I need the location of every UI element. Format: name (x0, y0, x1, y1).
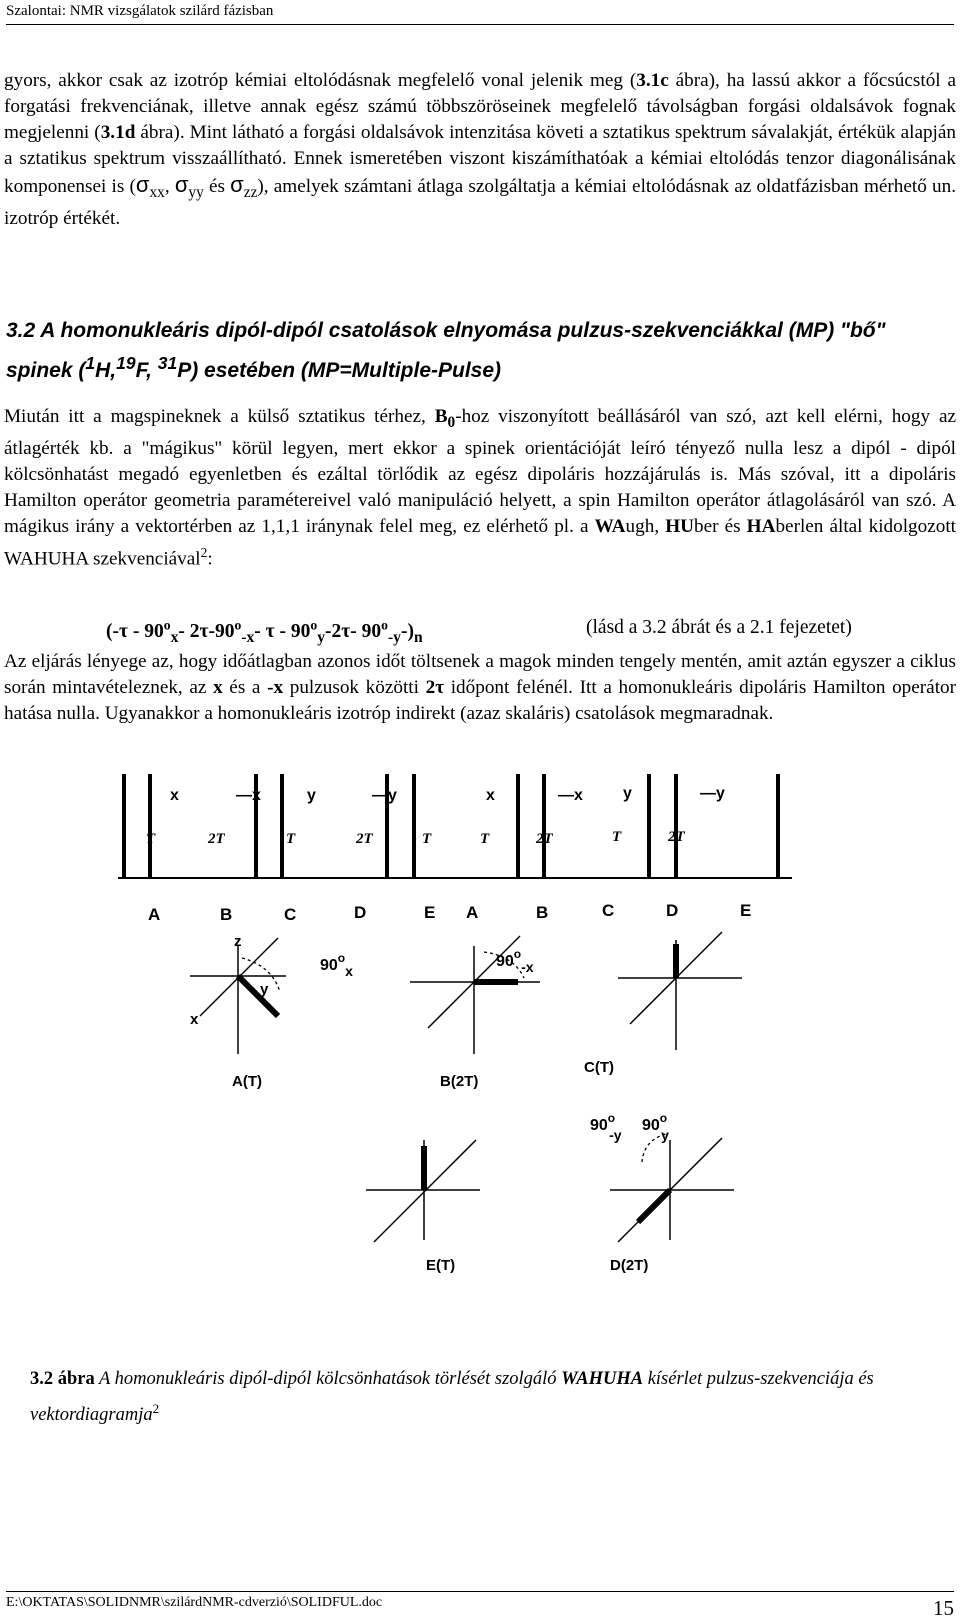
p2-wa: WA (594, 515, 626, 537)
sigma-zz: σ (230, 172, 244, 197)
pulse-label: —y (700, 785, 725, 802)
p3-x: x (213, 677, 223, 698)
delay-label: T (480, 831, 490, 847)
p1-text-c: ábra), ha lassú akkor a főcsúcstól a forgatási frekvenciának, illetve annak egész számú többszöröseinek megfelelő távolságban forgási oldalsávok fognak megjelenni ( (4, 70, 957, 143)
ref-3-1c: 3.1c (636, 70, 669, 91)
formula-o3: o (310, 617, 318, 632)
sigma-xx: σ (135, 172, 150, 197)
formula-x2: -x (241, 628, 255, 646)
delay-label: T (422, 831, 432, 847)
delay-label: T (286, 831, 296, 847)
axis-z-label: z (234, 933, 242, 950)
formula-o1: o (163, 617, 171, 632)
rotation-label-y: 90$^o$ y (642, 1111, 669, 1143)
sigma-zz-sub: zz (243, 183, 258, 201)
header-title: Szalontai: NMR vizsgálatok szilárd fázisban (6, 3, 274, 19)
p2-end: : (207, 548, 213, 570)
footer-rule (6, 1591, 954, 1592)
formula-o2: o (234, 617, 242, 632)
point-label: D (354, 903, 367, 922)
formula-y1: y (317, 628, 326, 646)
delay-label: T (612, 829, 622, 845)
formula-p2: - 2τ-90 (178, 620, 235, 642)
p1-comma: , (164, 176, 175, 197)
point-label: A (148, 905, 161, 924)
sigma-xx-sub: xx (149, 183, 165, 201)
heading-text-a: 3.2 A homonukleáris dipól-dipól csatolások elnyomása pulzus-szekvenciákkal (MP) "bő" spinek ( (6, 319, 886, 382)
delay-label: 2T (356, 831, 373, 847)
p2-footnote-2: 2 (200, 544, 208, 560)
delay-label: 2T (536, 831, 553, 847)
page-number: 15 (933, 1596, 954, 1620)
formula-n: n (413, 628, 423, 646)
magnetization-vector (638, 1190, 670, 1222)
p3-es: és a (222, 677, 268, 698)
formula-o4: o (381, 617, 388, 632)
vector-label-b: B(2T) (440, 1073, 479, 1090)
b0-sub: 0 (447, 413, 456, 431)
formula-reference: (lásd a 3.2 ábrát és a 2.1 fejezetet) (586, 617, 852, 638)
heading-h: H, (95, 359, 117, 382)
pulse-label: —y (372, 787, 397, 804)
formula-p4: -2τ- 90 (325, 620, 382, 642)
p2-ugh: ugh, (625, 515, 666, 537)
rotation-label-mx: 90$^o$-x (496, 947, 534, 975)
footer-file-path: E:\OKTATAS\SOLIDNMR\szilárdNMR-cdverzió\SOLIDFUL.doc (6, 1595, 383, 1610)
p3-2tau: 2τ (425, 677, 445, 698)
p3-text-c: időpont felénél. Itt a homonukleáris dipoláris Hamilton operátor hatása nulla. Ugyanakkor a homonukleáris izotróp indirekt (azaz skaláris) csatolások megmaradnak. (4, 677, 957, 724)
vector-label-a: A(T) (232, 1073, 262, 1090)
p2-berlen: berlen által kidolgozott WAHUHA szekvenciával (4, 515, 957, 570)
wahuha-figure (110, 770, 830, 1345)
vector-label-e: E(T) (426, 1257, 456, 1274)
vector-diagram-a (190, 933, 353, 1090)
p2-ber: ber és (694, 515, 747, 537)
sigma-yy-sub: yy (188, 183, 204, 201)
paragraph-1 (4, 68, 956, 232)
p3-text-a: Az eljárás lényege az, hogy időátlagban azonos időt töltsenek a magok minden tengely mentén, amit aztán egyszer a ciklus során mintavételeznek, az (4, 651, 956, 698)
b0-symbol: B (434, 406, 448, 427)
ref-3-1d: 3.1d (100, 122, 136, 143)
delay-label: 2T (208, 831, 225, 847)
section-heading-3-2 (6, 315, 954, 387)
page-header (6, 0, 954, 25)
formula-expression (106, 617, 423, 646)
rotation-label-x: 90$^o$x (320, 951, 353, 979)
point-label: B (536, 903, 549, 922)
caption-text-b: kísérlet pulzus-szekvenciája és vektordiagramja (30, 1369, 874, 1426)
p2-ha: HA (746, 515, 776, 537)
wahuha-formula (106, 617, 852, 646)
pulse-label: y (623, 785, 632, 802)
point-label: C (602, 901, 615, 920)
heading-sup-19: 19 (116, 353, 136, 373)
p2-text-a: Miután itt a magspineknek a külső sztatikus térhez, (4, 406, 435, 427)
pulse-label: x (486, 787, 495, 804)
axis-x-label: x (190, 1011, 199, 1028)
caption-wahuha: WAHUHA (561, 1369, 644, 1389)
rotation-label-my: 90$^o$ -y (590, 1111, 622, 1143)
magnetization-vector (238, 976, 278, 1016)
point-label: E (424, 903, 436, 922)
heading-sup-31: 31 (157, 353, 178, 373)
formula-y2: -y (387, 628, 401, 646)
point-label: D (666, 901, 679, 920)
delay-label: 2T (668, 829, 685, 845)
formula-p1: (-τ - 90 (106, 620, 164, 642)
paragraph-2 (4, 404, 956, 572)
pulse-label: —x (558, 787, 583, 804)
point-label: A (466, 903, 479, 922)
p1-text-e: ábra). Mint látható a forgási oldalsávok intenzitása követi a sztatikus spektrum sávalakját, értékük alapján a sztatikus spektrum visszaállítható. Ennek ismeretében viszont kiszámíthatóak a kémiai eltolódás tenzor diagonálisának komponensei is ( (4, 122, 956, 197)
caption-footnote: 2 (152, 1401, 160, 1416)
figure-caption (30, 1364, 900, 1430)
p3-mx: -x (267, 677, 284, 698)
delay-label: T (146, 831, 156, 847)
caption-number: 3.2 ábra (30, 1369, 95, 1389)
p2-hu: HU (665, 515, 694, 537)
formula-p3: - τ - 90 (254, 620, 311, 642)
heading-f: F, (135, 359, 158, 382)
p1-text-a: gyors, akkor csak az izotróp kémiai eltolódásnak megfelelő vonal jelenik meg ( (4, 70, 637, 91)
point-label: C (284, 905, 297, 924)
pulse-label: x (170, 787, 179, 804)
heading-p: P) esetében (MP=Multiple-Pulse) (177, 359, 502, 382)
formula-x1: x (170, 628, 179, 646)
vector-diagram-b (410, 936, 540, 1090)
vector-diagram-e (366, 1140, 480, 1274)
p2-text-b: -hoz viszonyított beállásáról van szó, azt kell elérni, hogy az átlagérték kb. a "mágikus" körül legyen, mert ekkor a spinek orientációját leíró tényező nulla lesz a dipól - dipól kölcsönhatást megadó egyenletben és ezáltal törlődik az egész dipoláris hozzájárulás is. Más szóval, itt a dipoláris Hamilton operátor geometria paramétereivel való manipuláció helyett, a spin Hamilton operátor átlagolásáról van szó. A mágikus irány a vektortérben az 1,1,1 iránynak felel meg, ez elérhető pl. a (4, 406, 956, 537)
pulse-label: —x (236, 787, 261, 804)
axis-y-label: y (260, 981, 269, 998)
sigma-yy: σ (174, 172, 189, 197)
paragraph-3 (4, 649, 956, 727)
vector-label-c: C(T) (584, 1059, 614, 1076)
p3-text-b: pulzusok közötti (283, 677, 426, 698)
caption-text-a: A homonukleáris dipól-dipól kölcsönhatások törlését szolgáló (94, 1369, 562, 1389)
point-label: E (740, 901, 752, 920)
heading-sup-1: 1 (85, 353, 96, 373)
point-label: B (220, 905, 233, 924)
vector-label-d: D(2T) (610, 1257, 649, 1274)
p1-es: és (203, 176, 231, 197)
p1-text-f: ), amelyek számtani átlaga szolgáltatja a kémiai eltolódásnak az oldatfázisban mérhető un. izotróp értékét. (4, 176, 957, 229)
formula-p5: -) (400, 620, 414, 642)
pulse-label: y (307, 787, 316, 804)
